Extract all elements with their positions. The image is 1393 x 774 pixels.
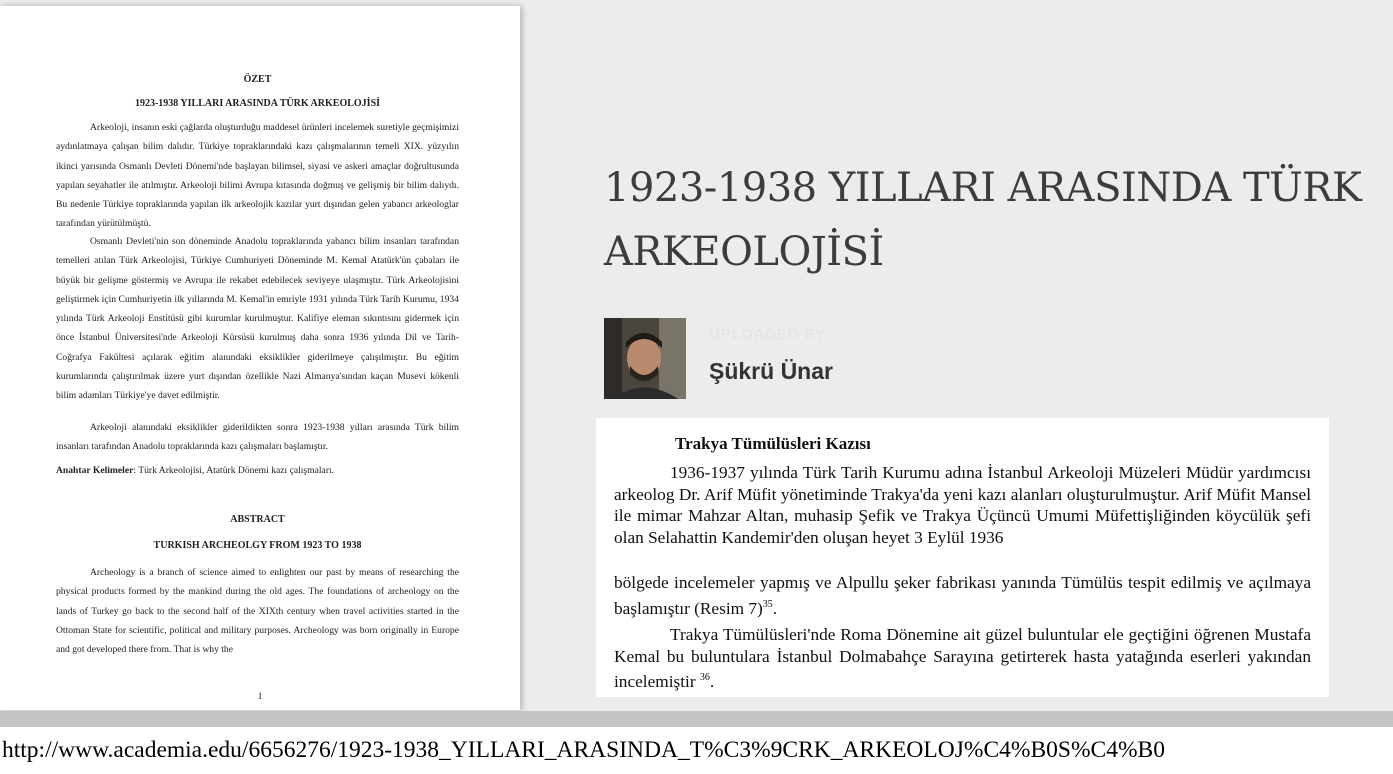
excerpt-paragraph-3-text: Trakya Tümülüsleri'nde Roma Dönemine ait güzel buluntular ele geçtiğini öğrenen Mustafa Kemal bu buluntulara İstanbul Dolmabahçe Sarayına getirterek hasta yatağında eserleri yakından incelemiştir <box>614 625 1311 691</box>
user-avatar-photo-icon <box>604 318 686 399</box>
abstract-heading: ABSTRACT <box>230 514 285 525</box>
ozet-heading: ÖZET <box>243 74 272 85</box>
excerpt-paragraph-2 <box>614 572 1311 619</box>
excerpt-paragraph-2-text: bölgede incelemeler yapmış ve Alpullu şeker fabrikası yanında Tümülüs tespit edilmiş ve açılmaya başlamıştır (Resim 7) <box>614 573 1311 618</box>
abstract-title: TURKISH ARCHEOLGY FROM 1923 TO 1938 <box>153 540 362 551</box>
excerpt-paragraph-3 <box>614 624 1311 692</box>
ozet-paragraph-1: Arkeoloji, insanın eski çağlarda oluşturduğu maddesel ürünleri incelemek suretiyle geçmişimizi aydınlatmaya çalışan bilim dalıdır. Türkiye topraklarındaki kazı çalışmalarının temeli XIX. yüzyılın ikinci yarısında Osmanlı Devleti Dönemi'nde başlayan bilimsel, siyasi ve askeri amaçlar doğrultusunda yapılan seyahatler ile atılmıştır. Arkeoloji bilimi Avrupa kıtasında doğmuş ve gelişmiş bir bilim dalıydı. Bu nedenle Türkiye topraklarında yapılan ilk arkeolojik kazılar yurt dışından gelen yabancı arkeologlar tarafından yürütülmüştü. <box>56 122 459 230</box>
uploaded-by-label: UPLOADED BY <box>709 326 827 343</box>
ozet-paragraph-3: Arkeoloji alanındaki eksiklikler giderildikten sonra 1923-1938 yılları arasında Türk bilim insanları tarafından Anadolu topraklarında kazı çalışmaları başlamıştır. <box>56 422 459 453</box>
footnote-35: 35 <box>762 598 773 610</box>
abstract-paragraph: Archeology is a branch of science aimed to enlighten our past by means of researching the physical products formed by the mankind during the old ages. The foundations of archeology on the lands of Turkey go back to the second half of the XIXth century when travel activities started in the Ottoman State for scientific, political and military purposes. Archeology was born originally in Europe and got developed there from. That is why the <box>56 567 459 656</box>
page-number: 1 <box>257 691 263 702</box>
excerpt-paragraph-1: 1936-1937 yılında Türk Tarih Kurumu adına İstanbul Arkeoloji Müzeleri Müdür yardımcısı arkeolog Dr. Arif Müfit yönetiminde Trakya'da yeni kazı alanları oluşturulmuştur. Arif Müfit Mansel ile mimar Mahzar Altan, muhasip Şefik ve Trakya Üçüncü Umumi Müfettişliğinden köycülük şefi olan Selahattin Kandemir'den oluşan heyet 3 Eylül 1936 <box>614 463 1311 547</box>
keywords-line <box>56 461 459 480</box>
horizontal-scrollbar[interactable] <box>0 711 1393 727</box>
paper-title-line-1: 1923-1938 YILLARI ARASINDA TÜRK <box>604 165 1362 211</box>
excerpt-paragraph-3-end: . <box>709 671 715 691</box>
keywords-label: Anahtar Kelimeler <box>56 465 134 476</box>
paper-title <box>604 156 1393 284</box>
ozet-title: 1923-1938 YILLARI ARASINDA TÜRK ARKEOLOJİSİ <box>134 98 381 109</box>
excerpt-paragraph-2-end: . <box>772 598 778 618</box>
page-url: http://www.academia.edu/6656276/1923-1938_YILLARI_ARASINDA_T%C3%9CRK_ARKEOLOJ%C4%B0S%C4%B0 <box>0 727 1393 774</box>
uploader-name-link[interactable]: Şükrü Ünar <box>709 358 833 384</box>
keywords-text: : Türk Arkeolojisi, Atatürk Dönemi kazı çalışmaları. <box>133 465 335 476</box>
ozet-paragraph-2: Osmanlı Devleti'nin son döneminde Anadolu topraklarında yabancı bilim insanları tarafından temelleri atılan Türk Arkeolojisi, Türkiye Cumhuriyeti Döneminde M. Kemal Atatürk'ün çabaları ile büyük bir gelişme göstermiş ve Avrupa ile rekabet edebilecek seviyeye ulaşmıştır. Türk Arkeolojisini geliştirmek için Cumhuriyetin ilk yıllarında M. Kemal'in emriyle 1931 yılında Türk Tarih Kurumu, 1934 yılında Türk Arkeoloji Enstitüsü gibi kurumlar kurulmuştur. Kalifiye eleman sıkıntısını gidermek için önce İstanbul Üniversitesi'nde Arkeoloji Kürsüsü kurulmuş daha sonra 1936 yılında Dil ve Tarih- Coğrafya Fakültesi açılarak eğitim alanındaki eksiklikler giderilmeye çalışılmıştır. Bu eğitim kurumlarında çalıştırılmak üzere yurt dışından özellikle Nazi Almanya'sından kaçan Musevi kökenli bilim adamları Türkiye'ye davet edilmiştir. <box>56 236 459 402</box>
document-excerpt <box>596 418 1329 697</box>
document-page-preview[interactable] <box>0 6 520 710</box>
footnote-36: 36 <box>699 672 710 683</box>
uploader-avatar[interactable] <box>604 318 686 399</box>
excerpt-heading: Trakya Tümülüsleri Kazısı <box>675 434 871 453</box>
paper-title-line-2: ARKEOLOJİSİ <box>604 229 884 275</box>
